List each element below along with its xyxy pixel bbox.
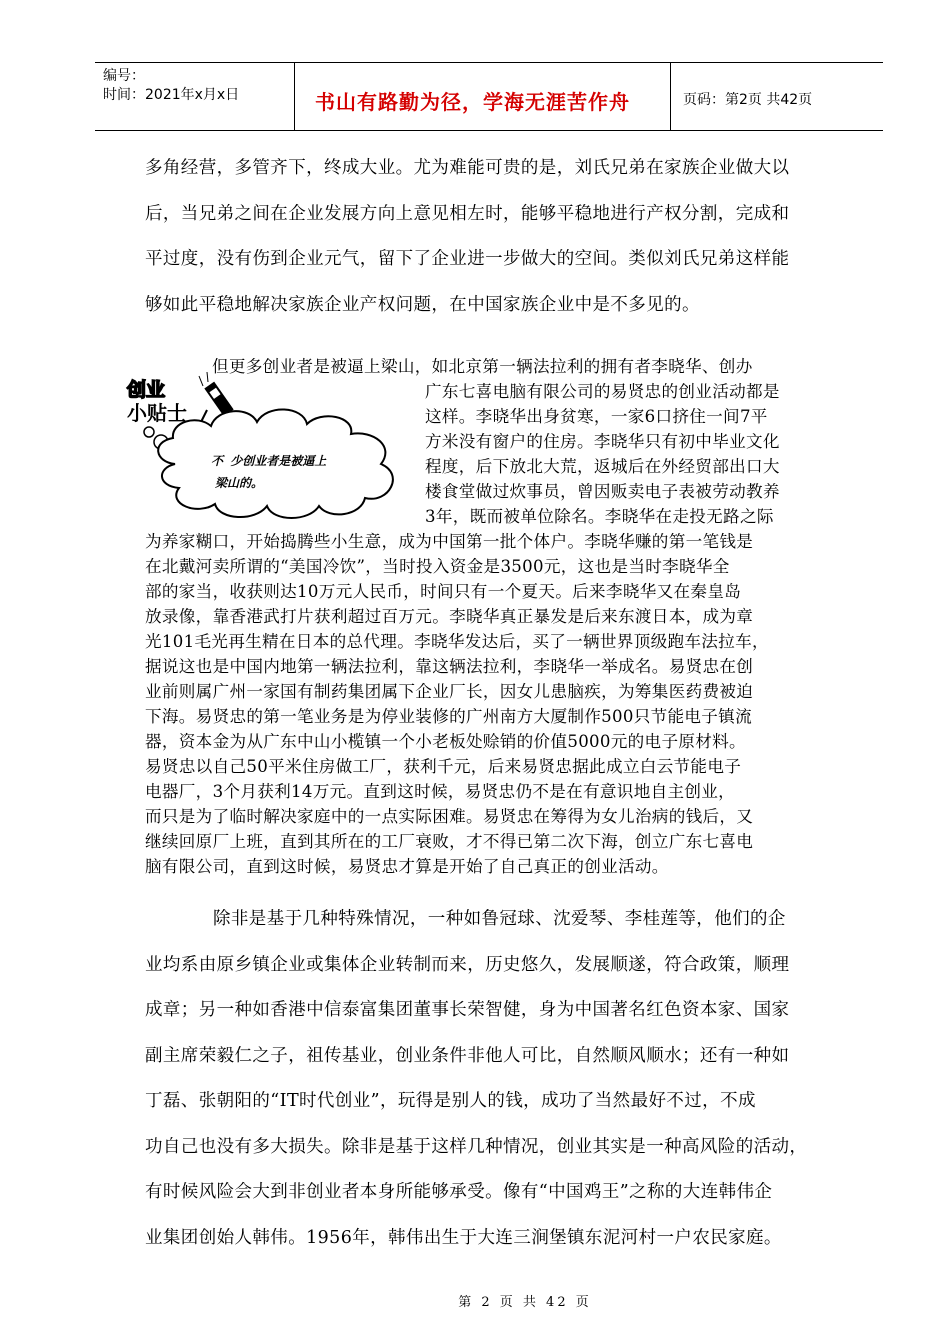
top-paragraph xyxy=(145,146,845,328)
text-line: 这样。李晓华出身贫寒，一家6口挤住一间7平 xyxy=(425,407,768,426)
text-line: 而只是为了临时解决家庭中的一点实际困难。易贤忠在筹得为女儿治病的钱后，又 xyxy=(145,807,754,826)
text-line: 器，资本金为从广东中山小榄镇一个小老板处赊销的价值5000元的电子原材料。 xyxy=(145,732,746,751)
text-line: 易贤忠以自己50平米住房做工厂，获利千元，后来易贤忠据此成立白云节能电子 xyxy=(145,757,742,776)
text-line: 副主席荣毅仁之子，祖传基业，创业条件非他人可比，自然顺风顺水；还有一种如 xyxy=(145,1045,790,1066)
page-number: 页码：第2页 共42页 xyxy=(683,92,813,108)
startup-tip-clipart xyxy=(115,370,415,520)
tip-illustration xyxy=(115,370,415,520)
bottom-paragraph xyxy=(145,897,845,1261)
header-motto-cell xyxy=(295,63,671,130)
tip-caption-line2: 梁山的。 xyxy=(215,476,264,490)
time-line: 时间：2021年x月x日 xyxy=(103,87,240,103)
text-line: 多角经营，多管齐下，终成大业。尤为难能可贵的是，刘氏兄弟在家族企业做大以 xyxy=(145,158,790,178)
story-first-line: 但更多创业者是被逼上梁山，如北京第一辆法拉利的拥有者李晓华、创办 xyxy=(212,357,753,376)
text-line: 据说这也是中国内地第一辆法拉利，靠这辆法拉利，李晓华一举成名。易贤忠在创 xyxy=(145,657,754,676)
text-line: 放录像，靠香港武打片获利超过百万元。李晓华真正暴发是后来东渡日本，成为章 xyxy=(145,607,754,626)
page-footer: 第 2 页 共 42 页 xyxy=(458,1295,592,1310)
text-line: 3年，既而被单位除名。李晓华在走投无路之际 xyxy=(425,507,774,526)
text-line: 有时候风险会大到非创业者本身所能够承受。像有“中国鸡王”之称的大连韩伟企 xyxy=(145,1182,773,1202)
text-line: 楼食堂做过炊事员，曾因贩卖电子表被劳动教养 xyxy=(425,482,780,501)
text-line: 够如此平稳地解决家族企业产权问题，在中国家族企业中是不多见的。 xyxy=(145,294,700,315)
text-line: 业集团创始人韩伟。1956年，韩伟出生于大连三涧堡镇东泥河村一户农民家庭。 xyxy=(145,1227,782,1248)
text-line: 平过度，没有伤到企业元气，留下了企业进一步做大的空间。类似刘氏兄弟这样能 xyxy=(145,249,790,269)
text-line: 功自己也没有多大损失。除非是基于这样几种情况，创业其实是一种高风险的活动， xyxy=(145,1136,808,1157)
text-line: 光101毛光再生精在日本的总代理。李晓华发达后，买了一辆世界顶级跑车法拉车， xyxy=(145,632,769,651)
header-info-cell xyxy=(95,63,295,130)
page-header xyxy=(95,62,883,131)
bubble-dot xyxy=(144,427,154,437)
text-line: 电器厂，3个月获利14万元。直到这时候，易贤忠仍不是在有意识地自主创业， xyxy=(145,782,736,801)
text-line: 丁磊、张朝阳的“IT时代创业”，玩得是别人的钱，成功了当然最好不过，不成 xyxy=(145,1091,756,1111)
text-line: 方米没有窗户的住房。李晓华只有初中毕业文化 xyxy=(425,432,780,451)
text-line: 业前则属广州一家国有制药集团属下企业厂长，因女儿患脑疾，为筹集医药费被迫 xyxy=(145,682,754,701)
text-line: 在北戴河卖所谓的“美国冷饮”，当时投入资金是3500元，这也是当时李晓华全 xyxy=(145,557,730,576)
text-line: 业均系由原乡镇企业或集体企业转制而来，历史悠久，发展顺遂，符合政策，顺理 xyxy=(145,954,790,975)
number-label: 编号： xyxy=(103,68,145,84)
text-line: 成章；另一种如香港中信泰富集团董事长荣智健，身为中国著名红色资本家、国家 xyxy=(145,1000,790,1020)
header-page-cell xyxy=(671,63,883,130)
text-line: 程度，后下放北大荒，返城后在外经贸部出口大 xyxy=(425,457,780,476)
text-line: 部的家当，收获则达10万元人民币，时间只有一个夏天。后来李晓华又在秦皇岛 xyxy=(145,582,742,601)
text-line: 广东七喜电脑有限公司的易贤忠的创业活动都是 xyxy=(425,382,780,401)
text-line: 为养家糊口，开始捣腾些小生意，成为中国第一批个体户。李晓华赚的第一笔钱是 xyxy=(145,532,754,551)
tip-title-top: 创业 xyxy=(127,379,166,401)
text-line: 除非是基于几种特殊情况，一种如鲁冠球、沈爱琴、李桂莲等，他们的企 xyxy=(213,909,786,929)
tip-title-bottom: 小贴士 xyxy=(127,401,187,425)
text-line: 继续回原厂上班，直到其所在的工厂衰败，才不得已第二次下海，创立广东七喜电 xyxy=(145,832,754,851)
tip-caption-line1: 不 少创业者是被逼上 xyxy=(211,454,327,468)
motto: 书山有路勤为径，学海无涯苦作舟 xyxy=(315,90,630,114)
text-line: 脑有限公司，直到这时候，易贤忠才算是开始了自己真正的创业活动。 xyxy=(145,857,669,876)
text-line: 后，当兄弟之间在企业发展方向上意见相左时，能够平稳地进行产权分割，完成和 xyxy=(145,203,790,224)
text-line: 下海。易贤忠的第一笔业务是为停业装修的广州南方大厦制作500只节能电子镇流 xyxy=(145,707,752,726)
